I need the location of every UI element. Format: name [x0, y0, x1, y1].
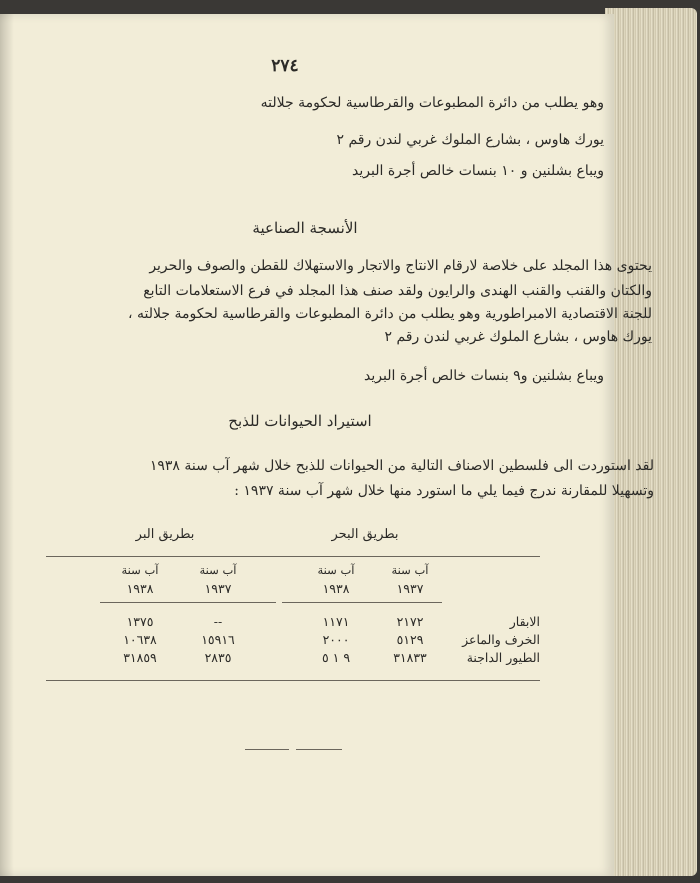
textiles-line-2: والكتان والقنب والقنب الهندى والرايون ولقد صنف هذا المجلد في فرع الاستعلامات التابع: [143, 283, 652, 299]
col-sea-1938-label: آب سنة: [317, 563, 355, 577]
textiles-line-4: يورك هاوس ، بشارع الملوك غربي لندن رقم ٢: [384, 329, 652, 345]
row-label-cattle: الابقار: [509, 614, 540, 629]
spine-shadow: [0, 14, 14, 876]
row-label-sheep-goats: الخرف والماعز: [462, 632, 540, 647]
cell-cattle-sea-1938: ١١٧١: [322, 614, 350, 629]
page-number: ٢٧٤: [271, 56, 299, 76]
col-land-1937-label: آب سنة: [199, 563, 237, 577]
row-label-poultry: الطيور الداجنة: [466, 650, 540, 665]
cell-poultry-sea-1938: ٩ ١ ٥: [321, 650, 351, 665]
animals-line-1: لقد استوردت الى فلسطين الاصناف التالية من الحيوانات للذبح خلال شهر آب سنة ١٩٣٨: [149, 458, 654, 474]
textiles-line-1: يحتوى هذا المجلد على خلاصة لارقام الانتاج والاتجار والاستهلاك للقطن والصوف والحرير: [149, 258, 652, 274]
col-land-1938-label: آب سنة: [121, 563, 159, 577]
table-rule-sea: [282, 602, 442, 603]
separator-dash-left: [245, 749, 289, 750]
col-sea-1937-year: ١٩٣٧: [396, 581, 424, 596]
cell-cattle-land-1937: --: [213, 614, 223, 629]
group-sea-header: بطريق البحر: [331, 527, 399, 542]
intro-line-1: وهو يطلب من دائرة المطبوعات والقرطاسية لحكومة جلالته: [260, 95, 604, 111]
cell-sheep-land-1937: ١٥٩١٦: [201, 632, 235, 647]
col-sea-1938-year: ١٩٣٨: [322, 581, 350, 596]
cell-cattle-land-1938: ١٣٧٥: [126, 614, 154, 629]
intro-line-2: يورك هاوس ، بشارع الملوك غربي لندن رقم ٢: [336, 132, 604, 148]
intro-line-3: ويباع بشلنين و ١٠ بنسات خالص أجرة البريد: [352, 163, 604, 179]
col-land-1937-year: ١٩٣٧: [204, 581, 232, 596]
textiles-line-3: للجنة الاقتصادية الامبراطورية وهو يطلب من دائرة المطبوعات والقرطاسية لحكومة جلالته ،: [128, 306, 652, 322]
table-rule-bottom: [46, 680, 540, 681]
group-land-header: بطريق البر: [135, 527, 195, 542]
page-stack-edges: [605, 8, 697, 876]
textiles-price: ويباع بشلنين و٩ بنسات خالص أجرة البريد: [364, 368, 604, 384]
cell-poultry-land-1937: ٢٨٣٥: [204, 650, 232, 665]
animals-heading: استيراد الحيوانات للذبح: [228, 412, 372, 430]
textiles-heading: الأنسجة الصناعية: [252, 219, 358, 237]
col-land-1938-year: ١٩٣٨: [126, 581, 154, 596]
cell-poultry-sea-1937: ٣١٨٣٣: [393, 650, 427, 665]
cell-sheep-sea-1937: ٥١٢٩: [396, 632, 424, 647]
cell-cattle-sea-1937: ٢١٧٢: [396, 614, 424, 629]
animals-line-2: وتسهيلا للمقارنة ندرج فيما يلي ما استورد منها خلال شهر آب سنة ١٩٣٧ :: [234, 483, 654, 499]
separator-dash-right: [296, 749, 342, 750]
col-sea-1937-label: آب سنة: [391, 563, 429, 577]
cell-sheep-sea-1938: ٢٠٠٠: [322, 632, 350, 647]
cell-poultry-land-1938: ٣١٨٥٩: [123, 650, 157, 665]
table-rule-top: [46, 556, 540, 557]
table-rule-land: [100, 602, 276, 603]
cell-sheep-land-1938: ١٠٦٣٨: [123, 632, 157, 647]
